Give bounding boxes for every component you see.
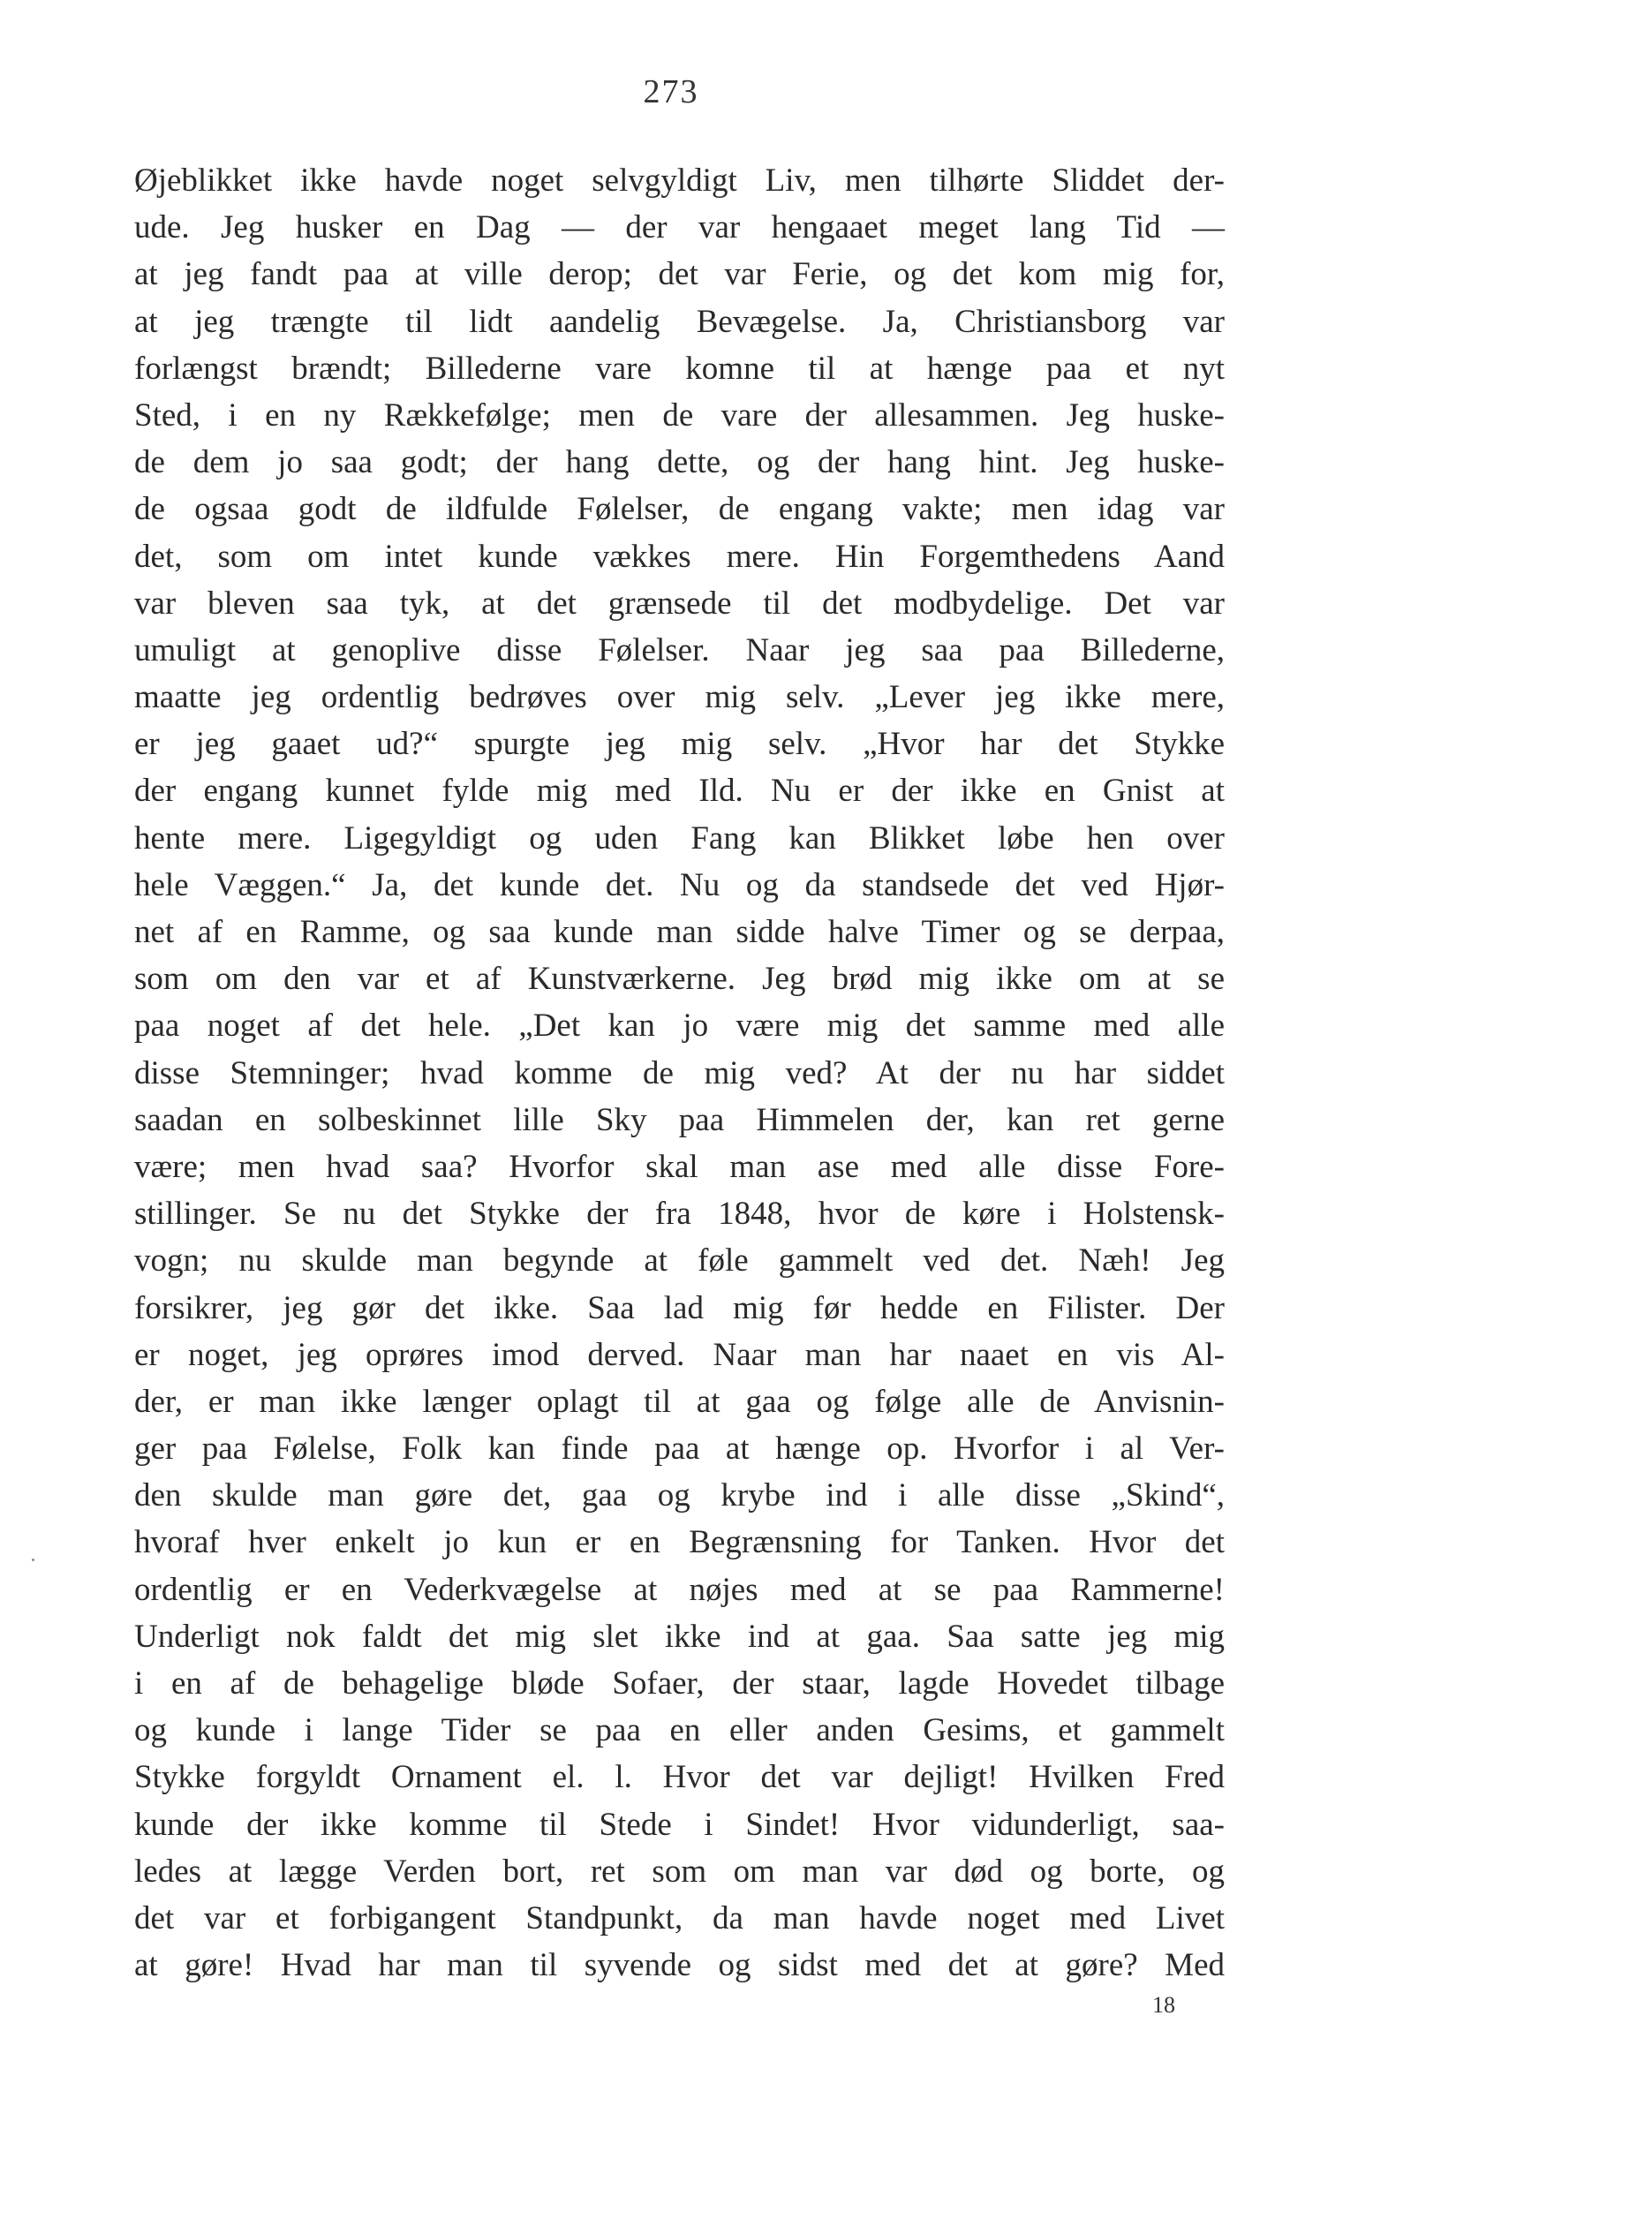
text-line: er jeg gaaet ud?“ spurgte jeg mig selv. „Hvor har det Stykke — [134, 726, 1225, 763]
text-line: vogn; nu skulde man begynde at føle gammelt ved det. Næh! Jeg — [134, 1242, 1225, 1280]
text-line: hente mere. Ligegyldigt og uden Fang kan Blikket løbe hen over — [134, 819, 1225, 857]
text-line: som om den var et af Kunstværkerne. Jeg brød mig ikke om at se — [134, 961, 1225, 998]
text-line: hele Væggen.“ Ja, det kunde det. Nu og da standsede det ved Hjør- — [134, 866, 1225, 903]
text-line: at jeg fandt paa at ville derop; det var Ferie, og det kom mig for, — [134, 256, 1225, 293]
text-line: være; men hvad saa? Hvorfor skal man ase med alle disse Fore- — [134, 1148, 1225, 1185]
text-line: Stykke forgyldt Ornament el. l. Hvor det var dejligt! Hvilken Fred — [134, 1759, 1225, 1796]
text-line: stillinger. Se nu det Stykke der fra 1848, hvor de køre i Holstensk- — [134, 1196, 1225, 1233]
text-line: ordentlig er en Vederkvægelse at nøjes med at se paa Rammerne! — [134, 1571, 1225, 1608]
text-line: Sted, i en ny Rækkefølge; men de vare der allesammen. Jeg huske- — [134, 396, 1225, 434]
text-line: det var et forbigangent Standpunkt, da man havde noget med Livet — [134, 1899, 1225, 1936]
text-line: umuligt at genoplive disse Følelser. Naar jeg saa paa Billederne, — [134, 631, 1225, 668]
text-line: de ogsaa godt de ildfulde Følelser, de engang vakte; men idag var — [134, 491, 1225, 528]
text-line: det, som om intet kunde vækkes mere. Hin Forgemthedens Aand — [134, 538, 1225, 575]
text-line: og kunde i lange Tider se paa en eller anden Gesims, et gammelt — [134, 1712, 1225, 1749]
text-line: der engang kunnet fylde mig med Ild. Nu er der ikke en Gnist at — [134, 773, 1225, 810]
text-line: saadan en solbeskinnet lille Sky paa Himmelen der, kan ret gerne — [134, 1101, 1225, 1138]
text-line: de dem jo saa godt; der hang dette, og der hang hint. Jeg huske- — [134, 444, 1225, 481]
text-line: forlængst brændt; Billederne vare komne til at hænge paa et nyt — [134, 350, 1225, 387]
text-line: ude. Jeg husker en Dag — der var hengaaet meget lang Tid — — [134, 209, 1225, 246]
text-line: er noget, jeg oprøres imod derved. Naar man har naaet en vis Al- — [134, 1336, 1225, 1373]
text-line: ger paa Følelse, Folk kan finde paa at hænge op. Hvorfor i al Ver- — [134, 1431, 1225, 1468]
text-line: forsikrer, jeg gør det ikke. Saa lad mig før hedde en Filister. Der — [134, 1289, 1225, 1326]
text-line: i en af de behagelige bløde Sofaer, der staar, lagde Hovedet tilbage — [134, 1665, 1225, 1702]
text-line: maatte jeg ordentlig bedrøves over mig selv. „Lever jeg ikke mere, — [134, 679, 1225, 716]
text-line: ledes at lægge Verden bort, ret som om man var død og borte, og — [134, 1853, 1225, 1890]
text-line: net af en Ramme, og saa kunde man sidde halve Timer og se derpaa, — [134, 914, 1225, 950]
signature-mark: 18 — [1152, 1992, 1175, 2018]
text-line: Underligt nok faldt det mig slet ikke ind at gaa. Saa satte jeg mig — [134, 1618, 1225, 1655]
text-line: hvoraf hver enkelt jo kun er en Begrænsning for Tanken. Hvor det — [134, 1524, 1225, 1561]
text-line: disse Stemninger; hvad komme de mig ved? At der nu har siddet — [134, 1054, 1225, 1091]
text-line: den skulde man gøre det, gaa og krybe ind i alle disse „Skind“, — [134, 1477, 1225, 1514]
text-line: at gøre! Hvad har man til syvende og sidst med det at gøre? Med — [134, 1947, 1225, 1984]
body-text — [134, 157, 1225, 1989]
text-line: paa noget af det hele. „Det kan jo være mig det samme med alle — [134, 1008, 1225, 1045]
margin-dot — [32, 1559, 34, 1561]
text-line: kunde der ikke komme til Stede i Sindet! Hvor vidunderligt, saa- — [134, 1806, 1225, 1843]
page-number: 273 — [643, 73, 699, 110]
text-line: Øjeblikket ikke havde noget selvgyldigt Liv, men tilhørte Sliddet der- — [134, 162, 1225, 199]
text-line: at jeg trængte til lidt aandelig Bevægelse. Ja, Christiansborg var — [134, 303, 1225, 340]
text-line: var bleven saa tyk, at det grænsede til det modbydelige. Det var — [134, 585, 1225, 622]
text-line: der, er man ikke længer oplagt til at gaa og følge alle de Anvisnin- — [134, 1383, 1225, 1420]
